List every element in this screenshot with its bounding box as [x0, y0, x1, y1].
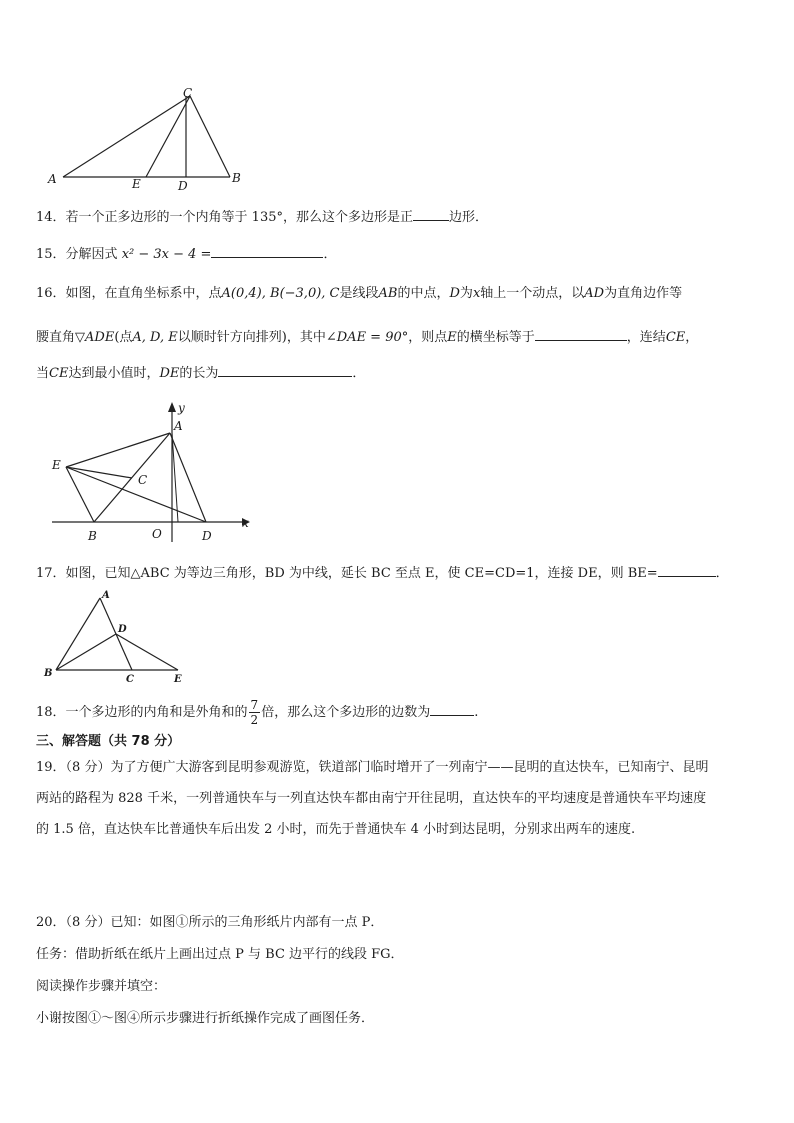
q16-point-e: E [447, 330, 457, 345]
q16-points-ade: A, D, E [132, 330, 178, 345]
label-c: C [183, 86, 193, 100]
q18-text-b: 倍，那么这个多边形的边数为 [261, 705, 431, 720]
q18-text-c: . [474, 705, 479, 720]
q16-text: 达到最小值时， [68, 366, 160, 381]
label-e: E [132, 177, 141, 191]
q16-triangle: ▽ADE [75, 330, 115, 345]
label-e: E [52, 458, 61, 472]
q18-answer-blank[interactable] [430, 701, 474, 716]
q16-answer-blank-1[interactable] [535, 326, 627, 341]
q16-text: 当 [36, 366, 50, 381]
q18-fraction-numerator: 7 [250, 698, 259, 712]
q14-text-b: 边形． [449, 210, 489, 225]
label-b: B [88, 529, 97, 543]
q16-segment: AB [378, 286, 398, 301]
q16-segment-ad: AD [584, 286, 605, 301]
q17-answer-blank[interactable] [658, 562, 716, 577]
q16-text: ，连结 [626, 330, 666, 345]
q16-text: 的横坐标等于 [456, 330, 535, 345]
q18-text-a: 18．一个多边形的内角和是外角和的 [36, 705, 248, 720]
q16-segment-de: DE [159, 366, 180, 381]
q16-text: 的长为 [179, 366, 219, 381]
q15-formula: x² − 3x − 4 = [121, 247, 212, 262]
q15-text-a: 15．分解因式 [36, 247, 118, 262]
q16-segment-ce: CE [665, 330, 686, 345]
q16-answer-blank-2[interactable] [218, 362, 352, 377]
q16-text: ， [685, 330, 699, 345]
q15-text-b: ． [323, 247, 337, 262]
question-18 [36, 696, 478, 730]
question-20-line-4: 小谢按图①～图④所示步骤进行折纸操作完成了画图任务． [36, 1011, 375, 1026]
section-3-heading: 三、解答题（共 78 分） [36, 734, 181, 749]
label-b: B [44, 668, 53, 679]
q16-segment-ce: CE [49, 366, 69, 381]
question-14 [36, 206, 488, 228]
q16-text: 为直角边作等 [604, 286, 683, 301]
question-16-line-1 [36, 284, 682, 304]
q16-text: 以顺时针方向排列)，其中 [177, 330, 326, 345]
q16-text: 的中点， [397, 286, 450, 301]
q16-text: 为 [459, 286, 473, 301]
q18-fraction-denominator: 2 [250, 713, 259, 727]
q16-text: (点 [114, 330, 133, 345]
q14-text-a: 14．若一个正多边形的一个内角等于 135°，那么这个多边形是正 [36, 210, 413, 225]
q17-text-a: 17．如图，已知△ABC 为等边三角形，BD 为中线，延长 BC 至点 E，使 CE=CD=1，连接 DE，则 BE= [36, 566, 658, 581]
label-d: D [178, 179, 188, 193]
label-a: A [102, 590, 110, 601]
label-o: O [152, 527, 162, 541]
q16-point-d: D [449, 286, 460, 301]
q17-text-b: ． [715, 566, 729, 581]
question-16-line-2 [36, 326, 698, 348]
question-19-line-1: 19．（8 分）为了方便广大游客到昆明参观游览，铁道部门临时增开了一列南宁——昆明的直达快车，已知南宁、昆明 [36, 760, 709, 775]
question-16-line-3 [36, 362, 365, 384]
q16-text: ，则点 [408, 330, 448, 345]
question-19-line-2: 两站的路程为 828 千米，一列普通快车与一列直达快车都由南宁开往昆明，直达快车的平均速度是普通快车平均速度 [36, 791, 707, 806]
q16-text: 轴上一个动点，以 [480, 286, 585, 301]
q16-text: 16．如图，在直角坐标系中，点 [36, 286, 222, 301]
q15-answer-blank[interactable] [211, 243, 323, 258]
label-c: C [126, 674, 134, 684]
figure-q17-triangle [40, 588, 200, 684]
label-d: D [118, 624, 127, 635]
label-e: E [174, 674, 182, 684]
label-a: A [48, 172, 57, 186]
q16-x-axis: x [472, 286, 481, 301]
label-c: C [138, 473, 148, 487]
figure-q16-coordinate [44, 396, 264, 546]
label-d: D [202, 529, 212, 543]
q18-fraction [249, 698, 261, 727]
question-19-line-3: 的 1.5 倍，直达快车比普通快车后出发 2 小时，而先于普通快车 4 小时到达昆明，分别求出两车的速度. [36, 822, 636, 837]
label-b: B [232, 171, 241, 185]
q16-angle: ∠DAE = 90° [325, 330, 409, 345]
q16-text: 是线段 [339, 286, 379, 301]
q14-answer-blank[interactable] [413, 206, 449, 221]
label-a: A [174, 419, 183, 433]
question-20-line-1: 20．（8 分）已知：如图①所示的三角形纸片内部有一点 P． [36, 915, 384, 930]
question-15 [36, 243, 336, 265]
question-20-line-2: 任务：借助折纸在纸片上画出过点 P 与 BC 边平行的线段 FG． [36, 947, 404, 962]
figure-q13-triangle [40, 84, 260, 194]
label-y: y [178, 401, 185, 415]
label-x: x [242, 516, 249, 530]
question-17 [36, 562, 729, 584]
q16-text: 腰直角 [36, 330, 76, 345]
q16-text: ． [352, 366, 366, 381]
q16-points: A(0,4), B(−3,0), C [221, 286, 340, 301]
question-20-line-3: 阅读操作步骤并填空： [36, 979, 167, 994]
